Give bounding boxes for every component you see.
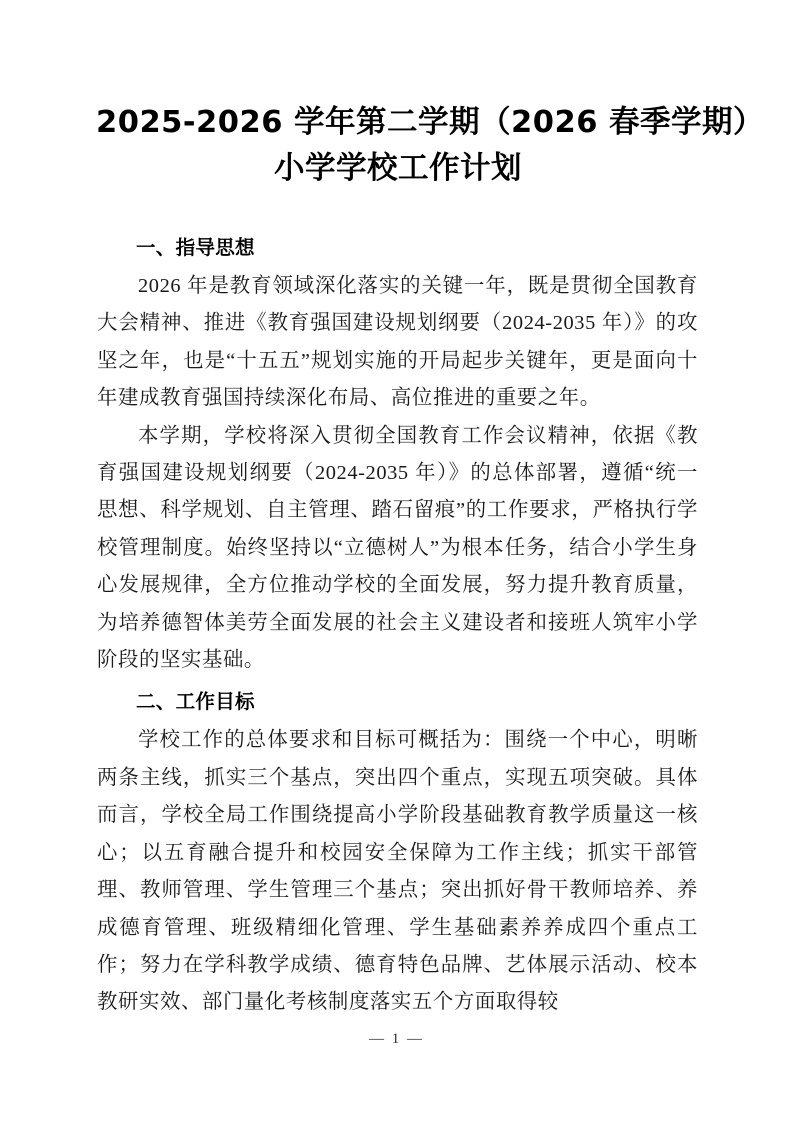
document-body	[97, 228, 698, 1022]
section-heading-work-objectives: 二、工作目标	[136, 690, 255, 714]
document-title	[96, 100, 765, 192]
paragraph-guiding-thought-2: 本学期，学校将深入贯彻全国教育工作会议精神，依据《教育强国建设规划纲要（2024-2035 年）》的总体部署，遵循“统一思想、科学规划、自主管理、踏石留痕”的工作要求，严格执行学校管理制度。始终坚持以“立德树人”为根本任务，结合小学生身心发展规律，全方位推动学校的全面发展，努力提升教育质量，为培养德智体美劳全面发展的社会主义建设者和接班人筑牢小学阶段的坚实基础。	[97, 424, 698, 672]
document-title-line-2: 小学学校工作计划	[274, 151, 522, 186]
section-heading-guiding-thought: 一、指导思想	[136, 236, 255, 259]
page-number-footer: — 1 —	[369, 1031, 424, 1047]
document-title-line-1: 2025-2026 学年第二学期（2026 春季学期）	[96, 105, 765, 140]
paragraph-guiding-thought-1: 2026 年是教育领域深化落实的关键一年，既是贯彻全国教育大会精神、推进《教育强国建设规划纲要（2024-2035 年）》的攻坚之年，也是“十五五”规划实施的开局起步关键年，更是面向十年建成教育强国持续深化布局、高位推进的重要之年。	[97, 275, 698, 410]
paragraph-work-objectives-1: 学校工作的总体要求和目标可概括为：围绕一个中心，明晰两条主线，抓实三个基点，突出四个重点，实现五项突破。具体而言，学校全局工作围绕提高小学阶段基础教育教学质量这一核心；以五育融合提升和校园安全保障为工作主线；抓实干部管理、教师管理、学生管理三个基点；突出抓好骨干教师培养、养成德育管理、班级精细化管理、学生基础素养养成四个重点工作；努力在学科教学成绩、德育特色品牌、艺体展示活动、校本教研实效、部门量化考核制度落实五个方面取得较	[97, 729, 698, 1014]
